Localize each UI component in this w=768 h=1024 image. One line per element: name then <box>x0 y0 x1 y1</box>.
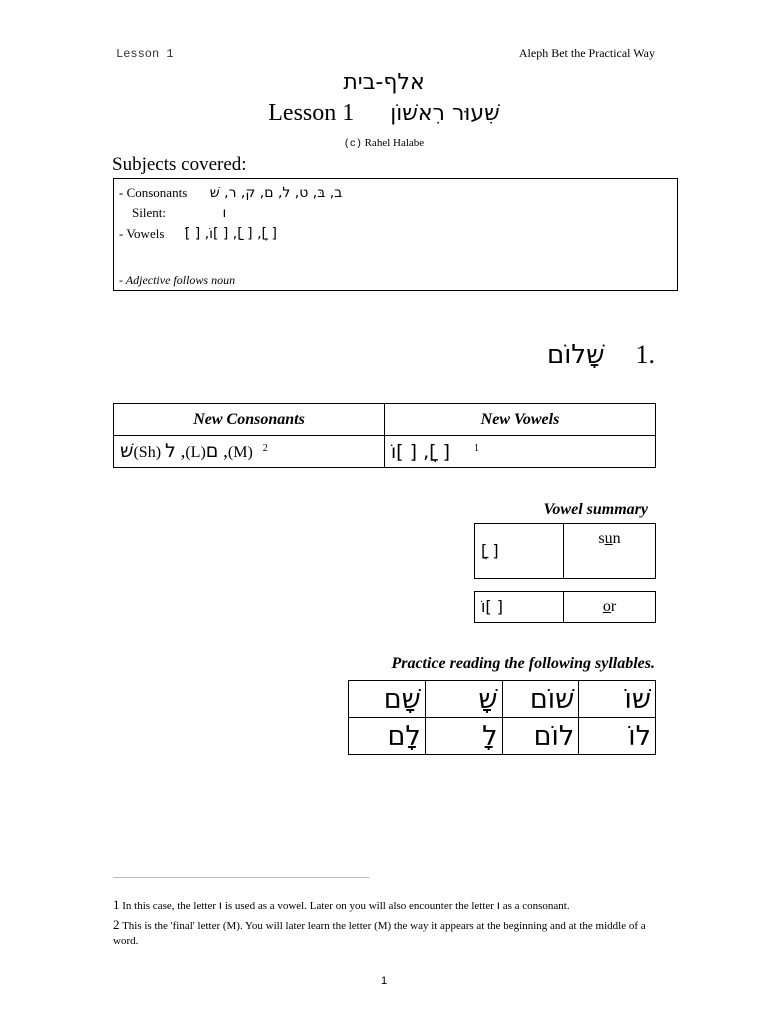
subjects-title: Subjects covered: <box>112 154 247 175</box>
exercise-1-heading <box>547 340 655 370</box>
footnote-vav-1: ו <box>218 898 223 912</box>
title-aleph-bet: אלף-בית <box>343 70 425 95</box>
author-name: Rahel Halabe <box>364 137 425 149</box>
consonants-row <box>119 185 342 201</box>
new-vowels-cell <box>385 436 656 468</box>
footnote-2: 2 This is the 'final' letter (M). You will later learn the letter (M) the way it appears at the beginning and at the middle of a word. <box>113 917 646 947</box>
exercise-1-number: 1. <box>635 340 655 369</box>
syllable-cell: שׁוֹם <box>502 681 579 718</box>
vowel-sound-or: or <box>564 592 656 623</box>
vowels-label: - Vowels <box>119 226 165 241</box>
silent-row <box>132 205 226 221</box>
vowels-row <box>119 226 277 242</box>
footnote-2-number: 2 <box>113 917 120 932</box>
lesson-title-hebrew: שִׁעוּר רִאשׁוֹן <box>390 101 500 126</box>
consonant-lamed: ל <box>165 440 176 462</box>
footnote-ref-1[interactable]: 1 <box>474 443 479 455</box>
subjects-box <box>113 178 678 291</box>
syllable-cell: שׁוֹ <box>579 681 656 718</box>
practice-syllables-table <box>348 680 656 755</box>
footnote-1-number: 1 <box>113 897 120 912</box>
consonants-label: - Consonants <box>119 185 188 200</box>
new-vowels-symbols: [ ]ָ, [ ]וֹ <box>391 440 450 463</box>
footnote-vav-2: ו <box>496 898 500 912</box>
vowel-summary-table-1 <box>474 523 656 579</box>
consonant-shin: שׁ <box>120 440 134 462</box>
consonant-lamed-sound: (L) <box>185 444 206 461</box>
exercise-1-word: שָׁלוֹם <box>546 340 605 370</box>
lesson-title-english: Lesson 1 <box>268 100 355 126</box>
footnote-divider <box>113 877 369 878</box>
new-vowels-header: New Vowels <box>385 404 656 436</box>
syllable-cell: לוֹם <box>502 718 579 755</box>
consonant-final-mem: ם <box>205 440 219 462</box>
new-consonants-header: New Consonants <box>114 404 385 436</box>
header-book-title: Aleph Bet the Practical Way <box>518 46 655 60</box>
consonant-mem-sound: (M) <box>227 444 253 461</box>
lesson-title <box>0 100 768 127</box>
new-consonants-cell: שׁ(Sh) ל ,(L)ם ,(M) $^2$ <box>114 436 385 468</box>
practice-row <box>349 681 656 718</box>
vowel-summary-title: Vowel summary <box>543 501 648 518</box>
adjective-note: - Adjective follows noun <box>119 273 236 287</box>
page-number: 1 <box>380 975 388 987</box>
syllable-cell: לָ <box>425 718 502 755</box>
silent-label: Silent: <box>132 205 166 220</box>
vowel-symbol-holam: [ ]וֹ <box>475 592 564 623</box>
practice-row <box>349 718 656 755</box>
consonant-shin-sound: (Sh) <box>133 444 162 461</box>
vowel-summary-table-2 <box>474 591 656 623</box>
header-lesson-label: Lesson 1 <box>116 47 174 61</box>
syllable-cell: לוֹ <box>579 718 656 755</box>
footnote-ref-2[interactable]: 2 <box>262 442 268 454</box>
footnote-1: 1 In this case, the letter ו is used as a vowel. Later on you will also encounter the letter ו as a consonant. <box>113 897 570 912</box>
new-letters-table <box>113 403 656 468</box>
vowel-symbol-kamats: [ ]ָ <box>475 524 564 579</box>
copyright-mark: (c) <box>343 139 362 150</box>
syllable-cell: שָׁ <box>425 681 502 718</box>
silent-letter: ו <box>222 205 227 221</box>
practice-title: Practice reading the following syllables. <box>391 655 655 672</box>
consonants-letters: ב, בּ, ט, ל, ם, ק, ר, שׁ <box>209 185 343 201</box>
vowels-symbols: [ ]ָ, [ ]ַ, [ ]וֹ, [ ]ֹ <box>184 226 277 242</box>
vowel-sound-sun: sun <box>564 524 656 579</box>
credit-line <box>0 137 768 150</box>
syllable-cell: לָם <box>349 718 426 755</box>
syllable-cell: שָׁם <box>349 681 426 718</box>
